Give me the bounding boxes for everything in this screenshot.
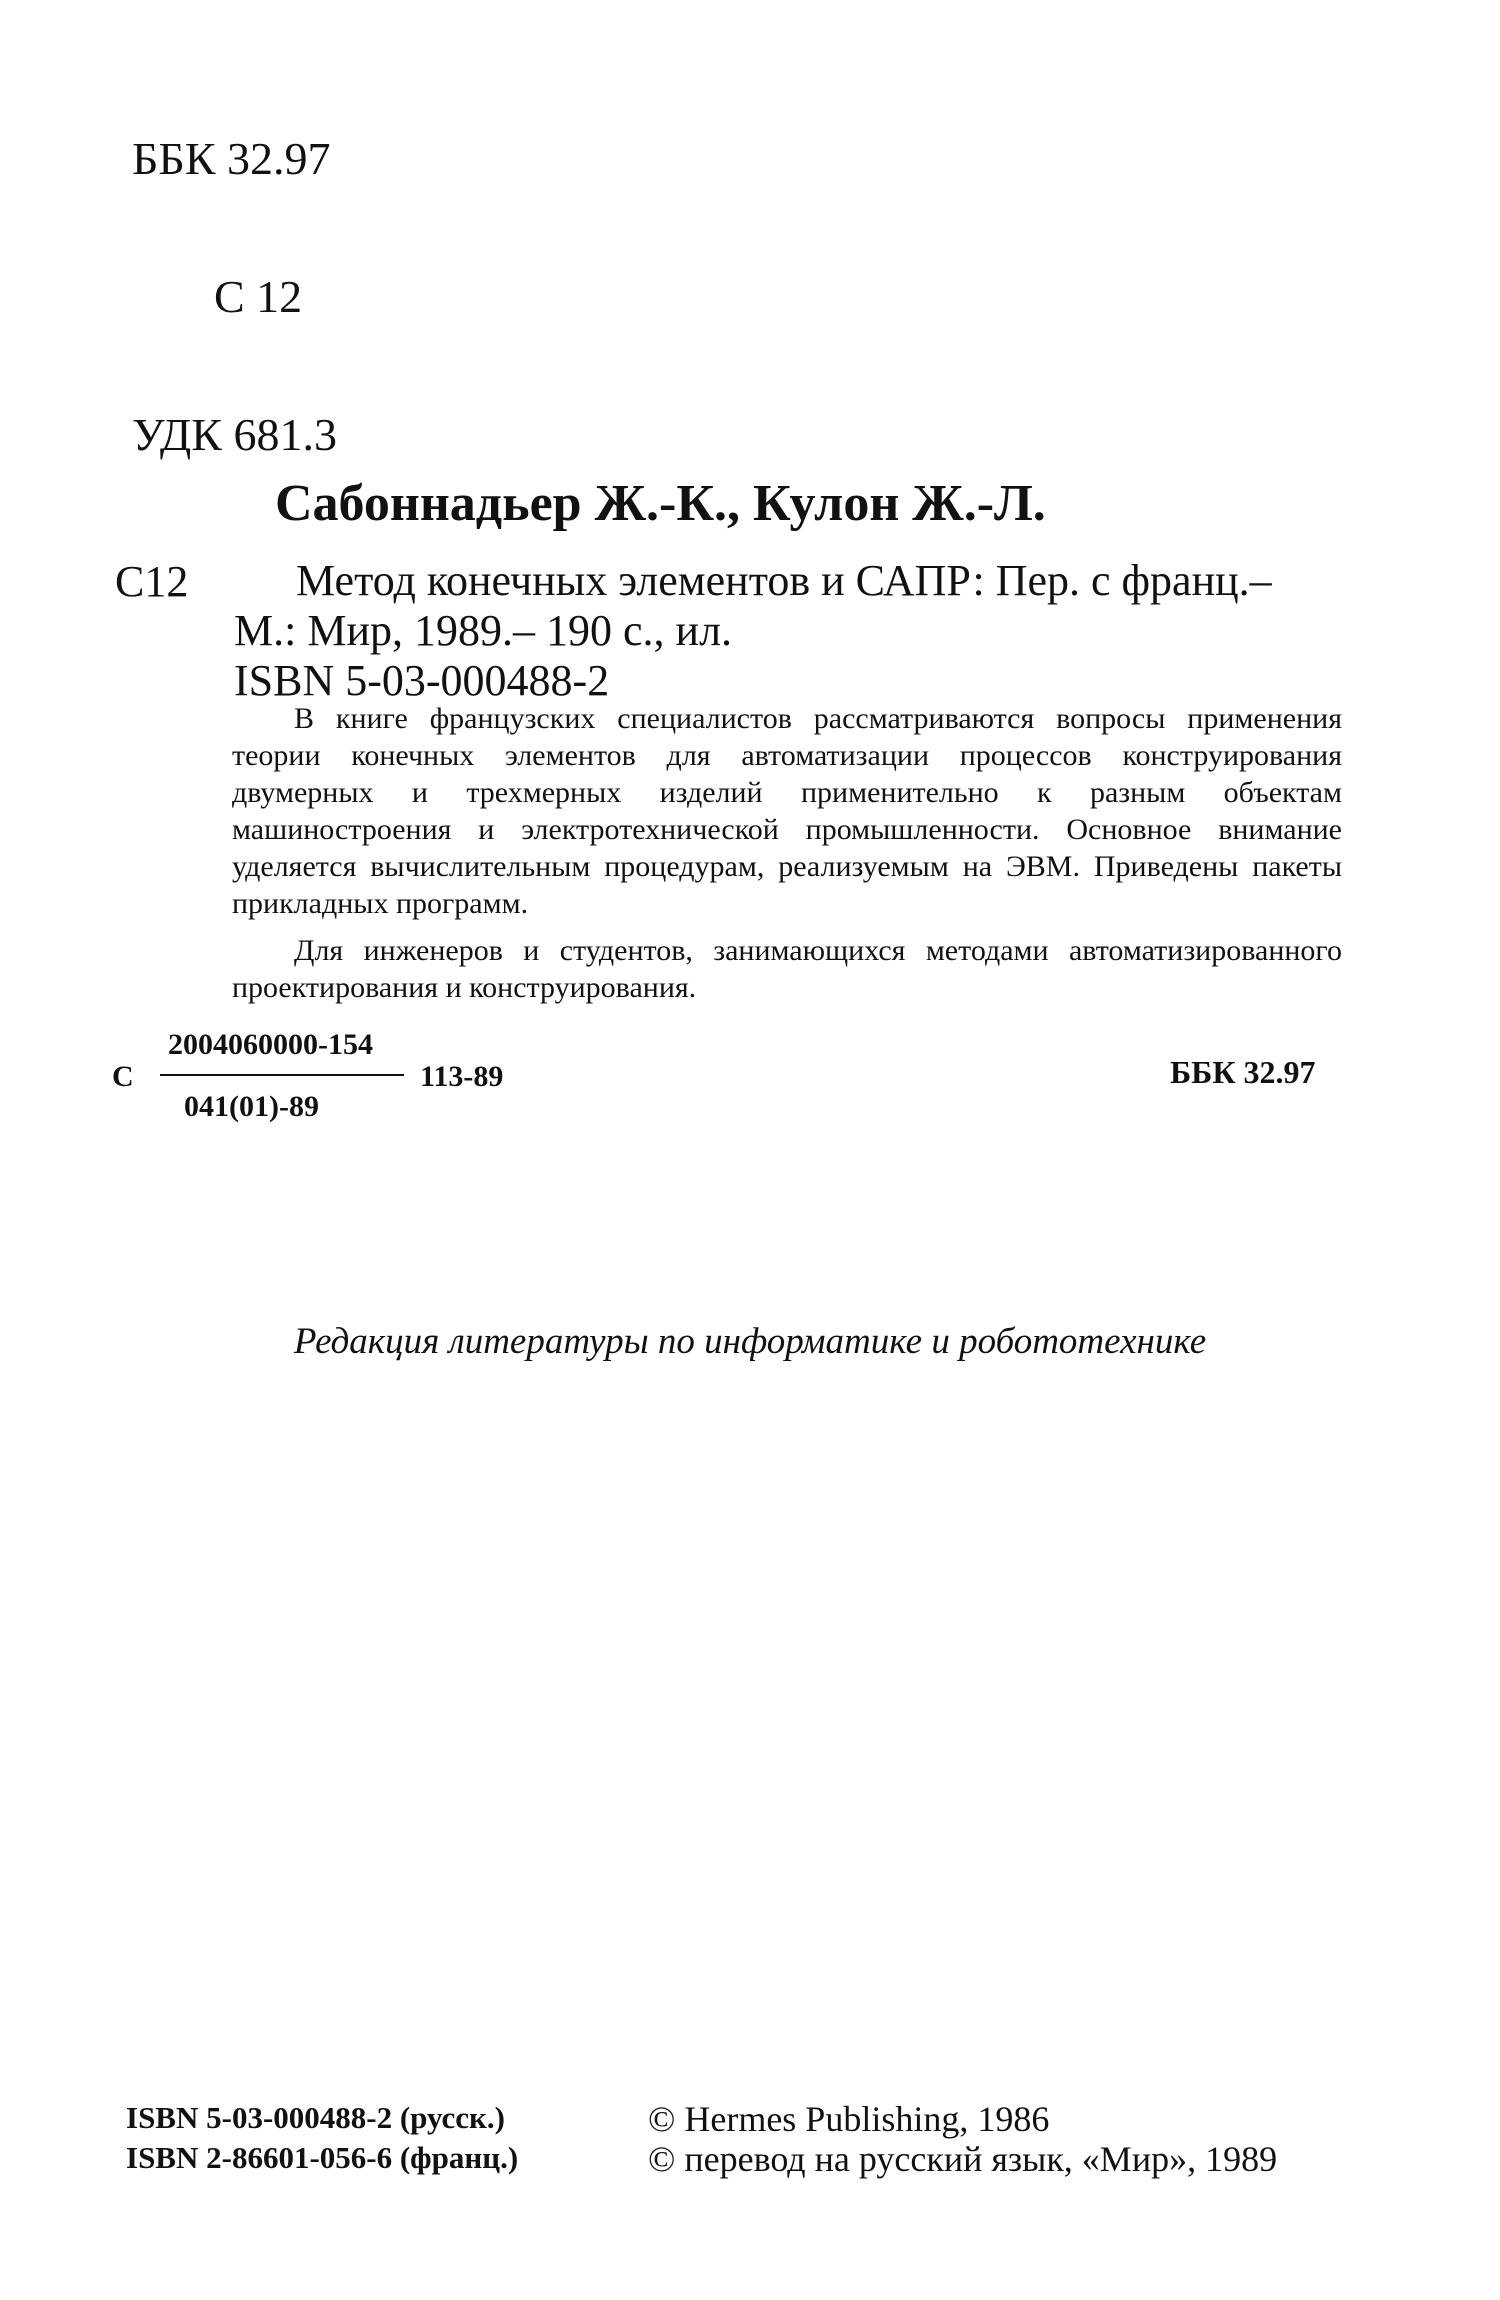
bibliographic-reference — [234, 556, 1272, 706]
isbn-russian: ISBN 5-03-000488-2 (русск.) — [126, 2100, 505, 2135]
udk-code: УДК 681.3 — [132, 409, 337, 460]
editorial-office: Редакция литературы по информатике и робототехнике — [293, 1321, 1207, 1362]
authors: Сабоннадьер Ж.-К., Кулон Ж.-Л. — [275, 475, 1046, 532]
title-line: Метод конечных элементов и САПР: Пер. с франц.– — [296, 556, 1272, 605]
annotation-paragraph: Для инженеров и студентов, занимающихся методами автоматизированного проектирования и конструирования. — [232, 934, 1342, 1004]
copyright-translation: © перевод на русский язык, «Мир», 1989 — [648, 2139, 1278, 2179]
catalog-code: С12 — [115, 557, 189, 606]
isbn-french: ISBN 2-86601-056-6 (франц.) — [126, 2140, 519, 2175]
code-numerator: 2004060000-154 — [168, 1028, 373, 1061]
classification-block — [132, 44, 337, 504]
bbk-code: ББК 32.97 — [132, 133, 331, 184]
annotation — [232, 700, 1342, 1006]
code-suffix: 113-89 — [420, 1060, 504, 1093]
isbn-line: ISBN 5-03-000488-2 — [234, 656, 610, 705]
author-index-code: С 12 — [214, 271, 303, 322]
code-denominator: 041(01)-89 — [184, 1090, 319, 1123]
code-letter: С — [112, 1060, 134, 1093]
annotation-paragraph: В книге французских специалистов рассматриваются вопросы применения теории конечных элементов для автоматизации процессов конструирования двумерных и трехмерных изделий применительно к разным объектам машиностроения и электротехнической промышленности. Основное внимание уделяется вычислительным процедурам, реализуемым на ЭВМ. Приведены пакеты прикладных программ. — [232, 702, 1342, 920]
copyright-original: © Hermes Publishing, 1986 — [648, 2099, 1050, 2139]
imprint-line: М.: Мир, 1989.– 190 с., ил. — [234, 606, 733, 655]
fraction-line — [160, 1074, 404, 1076]
bbk-code-bottom: ББК 32.97 — [1170, 1054, 1316, 1090]
